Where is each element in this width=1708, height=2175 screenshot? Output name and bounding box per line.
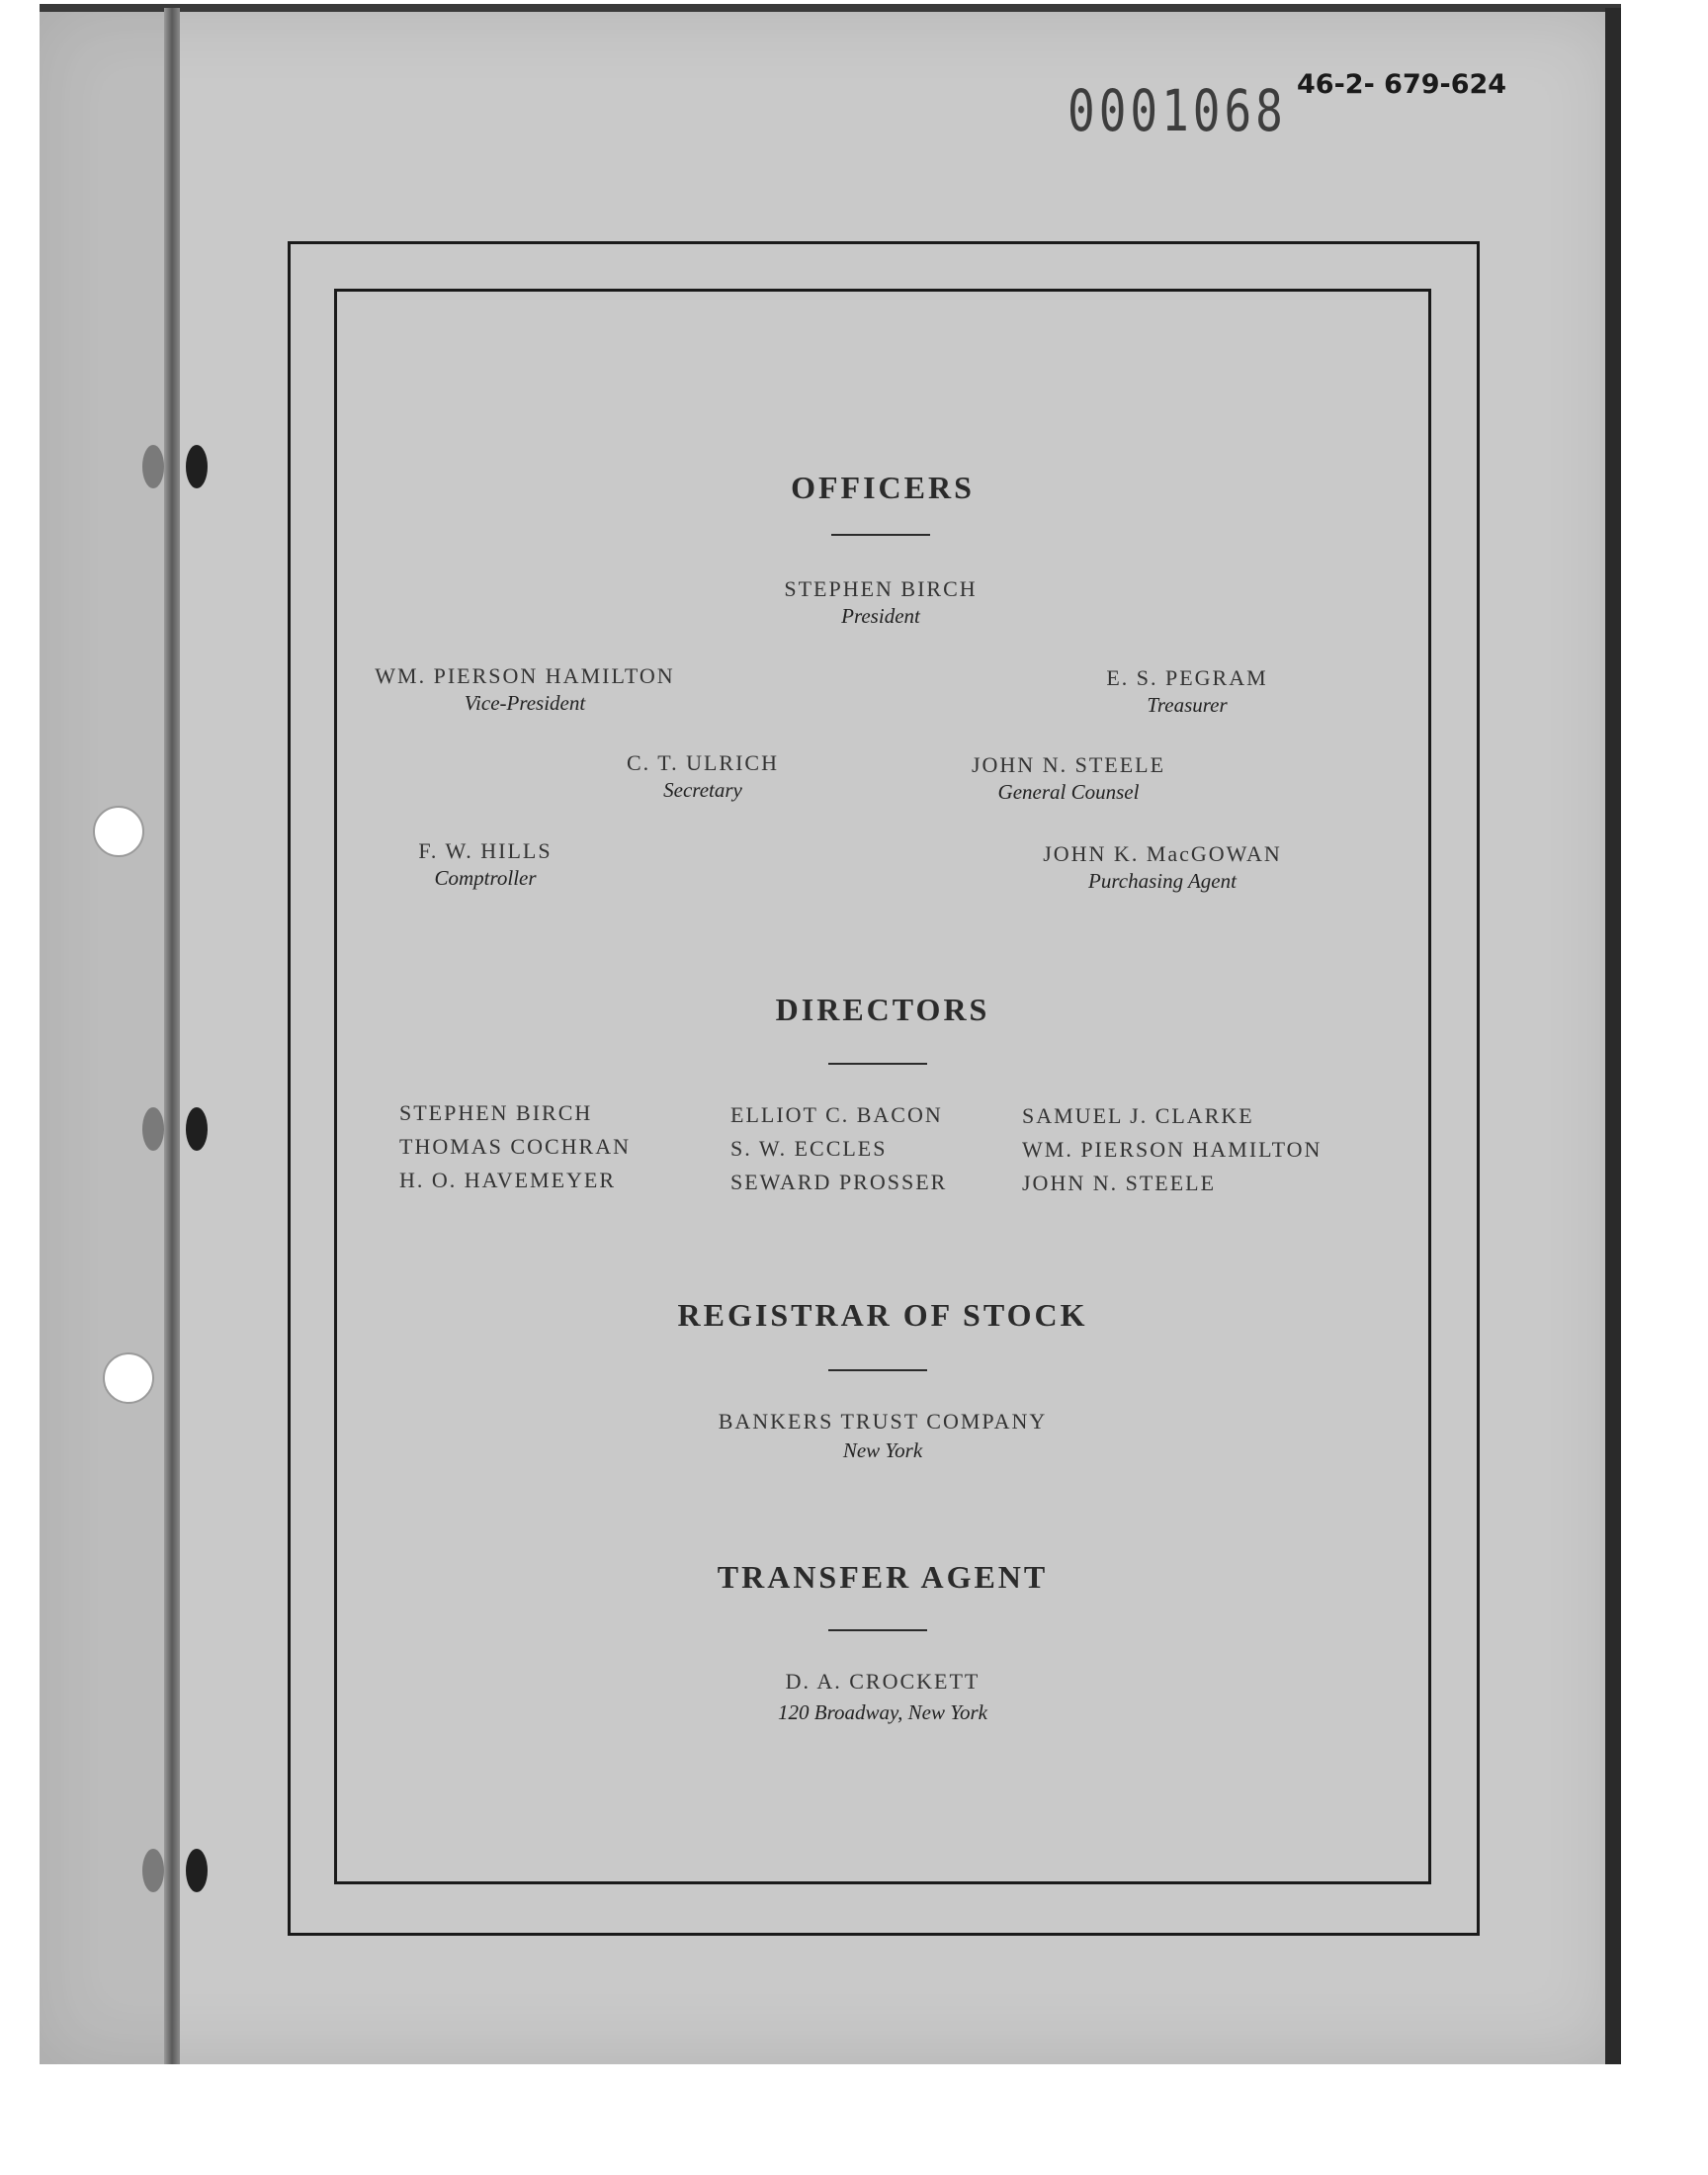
officer-name: E. S. PEGRAM [1106, 665, 1268, 690]
officer-title: Vice-President [464, 691, 586, 715]
transfer-agent-heading: TRANSFER AGENT [717, 1559, 1049, 1595]
officer-title: Treasurer [1147, 693, 1228, 717]
binder-ring-shadow-bottom [142, 1849, 164, 1892]
binder-ring-bottom [186, 1849, 208, 1892]
director-name: S. W. ECCLES [730, 1136, 888, 1161]
director-name: ELLIOT C. BACON [730, 1102, 943, 1127]
director-name: WM. PIERSON HAMILTON [1022, 1137, 1323, 1162]
officers-heading: OFFICERS [791, 470, 975, 505]
officer-title: Comptroller [434, 866, 537, 890]
officer-title: Purchasing Agent [1088, 869, 1237, 893]
director-name: SEWARD PROSSER [730, 1170, 948, 1194]
officer-name: F. W. HILLS [418, 838, 553, 863]
officers-rule [831, 534, 930, 536]
transfer-agent-rule [828, 1629, 927, 1631]
officer-name: C. T. ULRICH [627, 750, 779, 775]
page-top-edge [40, 4, 1621, 12]
officer-name: STEPHEN BIRCH [784, 576, 978, 601]
document-stamp-number: 0001068 [1068, 77, 1287, 144]
file-reference-number: 46-2- 679-624 [1297, 69, 1507, 100]
binder-ring-shadow-top [142, 445, 164, 488]
punch-hole-upper [93, 806, 144, 857]
directors-heading: DIRECTORS [775, 992, 990, 1027]
officer-name: JOHN K. MacGOWAN [1043, 841, 1282, 866]
director-name: STEPHEN BIRCH [399, 1100, 593, 1125]
registrar-location: New York [842, 1438, 923, 1462]
director-name: THOMAS COCHRAN [399, 1134, 631, 1159]
binder-ring-top [186, 445, 208, 488]
binder-spine [164, 8, 180, 2064]
registrar-name: BANKERS TRUST COMPANY [718, 1409, 1048, 1434]
director-name: H. O. HAVEMEYER [399, 1168, 617, 1192]
officer-title: President [841, 604, 920, 628]
officer-name: WM. PIERSON HAMILTON [375, 663, 675, 688]
transfer-agent-name: D. A. CROCKETT [785, 1669, 981, 1694]
binder-ring-shadow-middle [142, 1107, 164, 1151]
binder-margin-overlay [40, 8, 164, 2064]
directors-rule [828, 1063, 927, 1065]
registrar-rule [828, 1369, 927, 1371]
transfer-agent-address: 120 Broadway, New York [778, 1700, 987, 1724]
punch-hole-lower [103, 1352, 154, 1404]
director-name: JOHN N. STEELE [1022, 1171, 1217, 1195]
page-content [337, 292, 1428, 1881]
officer-title: General Counsel [997, 780, 1140, 804]
director-name: SAMUEL J. CLARKE [1022, 1103, 1254, 1128]
binder-ring-middle [186, 1107, 208, 1151]
page-right-edge [1605, 8, 1621, 2064]
officer-name: JOHN N. STEELE [971, 752, 1166, 777]
registrar-heading: REGISTRAR OF STOCK [677, 1297, 1088, 1333]
officer-title: Secretary [663, 778, 742, 802]
